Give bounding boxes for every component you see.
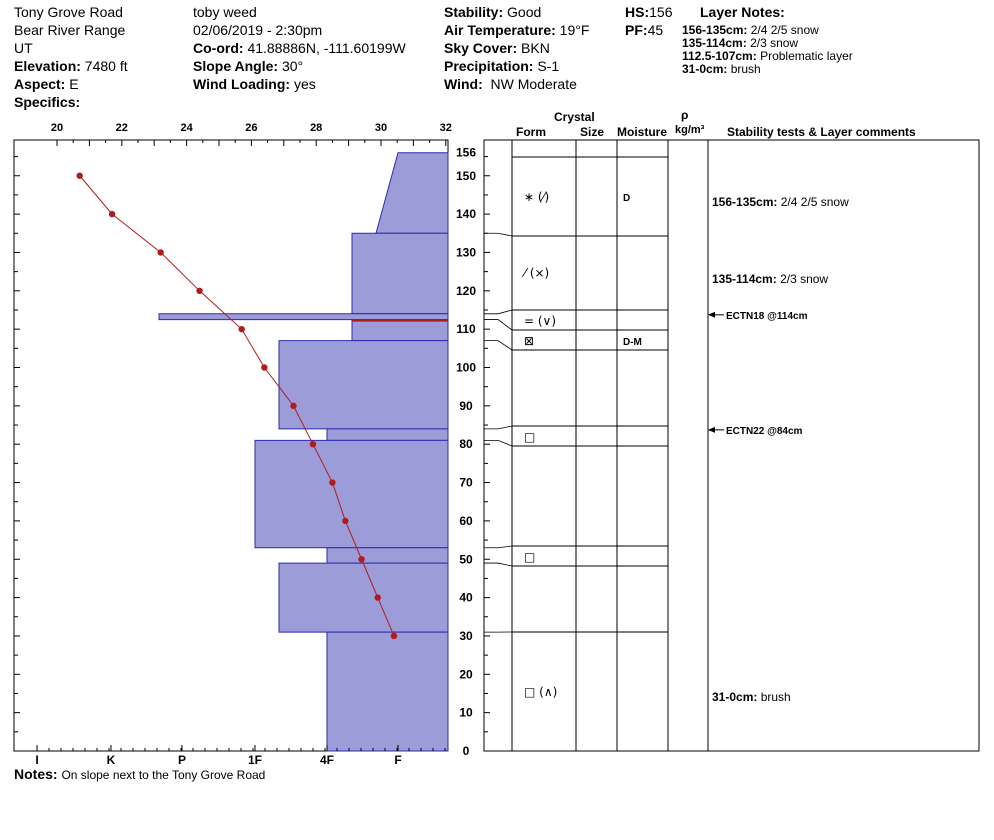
col-crystal: Crystal	[554, 110, 595, 124]
depth-tick-label: 130	[455, 245, 477, 260]
depth-tick-label: 40	[459, 590, 473, 605]
temp-tick-label: 22	[115, 122, 128, 134]
grain-form-symbol: ⊠	[524, 334, 535, 348]
grain-form-symbol: = (∨)	[524, 314, 557, 328]
depth-tick-label: 70	[459, 475, 473, 490]
hs-value: 156	[649, 4, 673, 20]
layer-comment-range: 156-135cm:	[712, 195, 781, 209]
depth-tick-label: 110	[456, 322, 476, 337]
hardness-layer	[327, 429, 448, 441]
observer: toby weed	[193, 4, 257, 20]
notes-text: On slope next to the Tony Grove Road	[61, 768, 266, 782]
temp-tick-label: 24	[180, 122, 193, 134]
layer-table	[484, 140, 979, 751]
specifics-label: Specifics:	[14, 94, 81, 110]
range: Bear River Range	[14, 22, 126, 38]
col-rho: ρ	[681, 108, 689, 122]
layer-note-text: Problematic layer	[760, 49, 853, 63]
grain-form-symbol: □	[524, 430, 536, 444]
precip-label: Precipitation:	[444, 58, 534, 74]
hardness-tick-label: 1F	[247, 753, 263, 767]
precip-value: S-1	[537, 58, 560, 74]
layer-notes-title: Layer Notes:	[700, 4, 785, 20]
hardness-temperature-chart	[14, 122, 476, 767]
depth-tick-label: 120	[455, 283, 477, 298]
grain-form-symbol: □	[524, 550, 536, 564]
hardness-tick-label: F	[394, 753, 402, 767]
elevation-label: Elevation:	[14, 58, 81, 74]
hardness-layer	[352, 320, 448, 341]
depth-tick-label: 150	[455, 168, 477, 183]
notes-label: Notes:	[14, 766, 58, 782]
depth-tick-label: 30	[459, 628, 473, 643]
temp-tick-label: 26	[245, 122, 258, 134]
pf-label: PF:	[625, 22, 648, 38]
layer-note-text: 2/3 snow	[750, 36, 799, 50]
wind-label: Wind:	[444, 76, 483, 92]
temperature-point	[261, 364, 267, 370]
col-comments: Stability tests & Layer comments	[727, 125, 916, 139]
wind-loading-label: Wind Loading:	[193, 76, 291, 92]
depth-tick-label: 10	[459, 705, 473, 720]
hardness-layer	[279, 563, 448, 632]
stability-test-label: ECTN18 @114cm	[726, 310, 808, 322]
hardness-layer	[159, 314, 448, 320]
depth-tick-label: 20	[459, 667, 473, 682]
temperature-point	[157, 249, 163, 255]
layer-note-range: 31-0cm:	[682, 62, 728, 76]
layer-note-text: brush	[730, 62, 761, 76]
grain-form-symbol: □ (∧)	[524, 685, 558, 699]
grain-form-symbol: ⁄ (⨯)	[524, 266, 550, 280]
depth-tick-label: 140	[455, 207, 477, 222]
hardness-layer	[255, 440, 448, 547]
layer-note-range: 112.5-107cm:	[682, 49, 757, 63]
layer-note-text: 2/4 2/5 snow	[750, 23, 819, 37]
slope-label: Slope Angle:	[193, 58, 279, 74]
coord-label: Co-ord:	[193, 40, 244, 56]
moisture-value: D-M	[623, 337, 642, 348]
stability-value: Good	[507, 4, 542, 20]
temperature-point	[329, 479, 335, 485]
hardness-layer	[327, 632, 448, 751]
col-form: Form	[516, 125, 546, 139]
wind-value: NW Moderate	[490, 76, 577, 92]
temp-tick-label: 30	[374, 122, 388, 134]
depth-tick-label: 90	[459, 398, 473, 413]
temperature-point	[358, 556, 364, 562]
temperature-point	[290, 403, 296, 409]
depth-tick-label: 60	[459, 513, 473, 528]
stability-test-label: ECTN22 @84cm	[726, 425, 803, 437]
depth-tick-label: 0	[462, 744, 470, 758]
grain-form-symbol: ∗ (⁄)	[524, 190, 550, 204]
air-temp-label: Air Temperature:	[444, 22, 556, 38]
temp-tick-label: 32	[439, 122, 452, 134]
depth-tick-label: 100	[455, 360, 477, 375]
temperature-point	[375, 594, 381, 600]
temperature-point	[391, 633, 397, 639]
air-temp-value: 19°F	[559, 22, 590, 38]
hardness-tick-label: I	[35, 753, 39, 767]
temperature-point	[196, 288, 202, 294]
temperature-point	[342, 518, 348, 524]
layer-note-range: 156-135cm:	[682, 23, 748, 37]
location: Tony Grove Road	[14, 4, 123, 20]
temperature-point	[310, 441, 316, 447]
layer-comment-range: 31-0cm:	[712, 690, 761, 704]
col-moisture: Moisture	[617, 125, 668, 139]
hardness-layer	[279, 341, 448, 429]
layer-comment	[712, 195, 849, 209]
aspect-value: E	[69, 76, 79, 92]
hardness-layer	[352, 233, 448, 314]
layer-comment-text: 2/4 2/5 snow	[780, 195, 849, 209]
stability-label: Stability:	[444, 4, 504, 20]
hardness-tick-label: 4F	[319, 753, 335, 767]
layer-comment-range: 135-114cm:	[712, 272, 781, 286]
sky-label: Sky Cover:	[444, 40, 518, 56]
layer-comment-text: brush	[760, 690, 791, 704]
datetime: 02/06/2019 - 2:30pm	[193, 22, 323, 38]
sky-value: BKN	[521, 40, 550, 56]
hardness-layer	[327, 548, 448, 563]
hs-label: HS:	[625, 4, 650, 20]
elevation-value: 7480 ft	[84, 58, 128, 74]
col-size: Size	[580, 125, 605, 139]
pf-value: 45	[647, 22, 664, 38]
moisture-value: D	[623, 193, 631, 204]
slope-value: 30°	[281, 58, 304, 74]
temperature-point	[109, 211, 115, 217]
hardness-tick-label: P	[177, 753, 187, 767]
layer-note-range: 135-114cm:	[682, 36, 747, 50]
depth-tick-label: 80	[459, 437, 473, 452]
wind-loading-value: yes	[293, 76, 316, 92]
layer-comment	[712, 272, 828, 286]
aspect-label: Aspect:	[14, 76, 66, 92]
temp-tick-label: 20	[50, 122, 64, 134]
coord-value: 41.88886N, -111.60199W	[247, 40, 406, 56]
temp-tick-label: 28	[310, 122, 323, 134]
hardness-tick-label: K	[106, 753, 116, 767]
depth-tick-label: 156	[455, 145, 477, 160]
temperature-point	[238, 326, 244, 332]
temperature-point	[76, 173, 82, 179]
state: UT	[14, 40, 33, 56]
layer-comment-text: 2/3 snow	[780, 272, 829, 286]
col-density-unit: kg/m³	[675, 124, 705, 136]
depth-tick-label: 50	[459, 552, 473, 567]
layer-comment	[712, 690, 791, 704]
